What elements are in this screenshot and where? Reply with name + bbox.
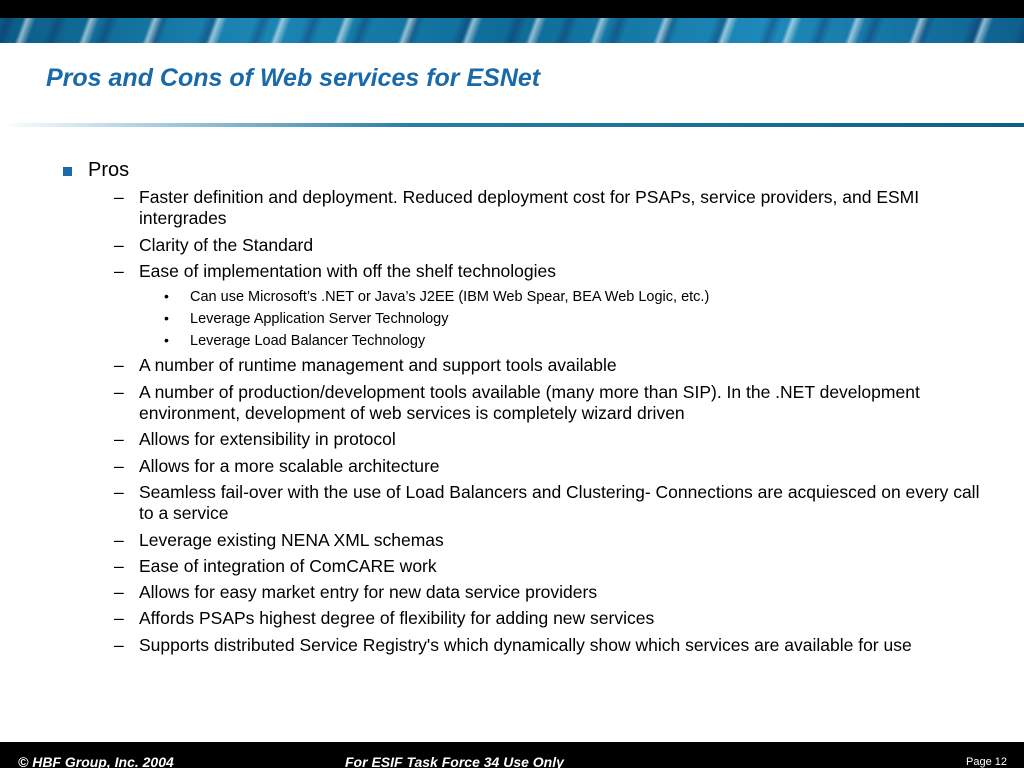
dash-bullet-icon: –	[114, 429, 124, 449]
section-heading-pros: Pros	[88, 159, 130, 181]
dash-bullet-icon: –	[114, 635, 124, 655]
list-item-text: Ease of integration of ComCARE work	[139, 556, 437, 576]
dash-bullet-icon: –	[114, 187, 124, 207]
list-item-text: Supports distributed Service Registry's which dynamically show which services are available for use	[139, 635, 912, 655]
list-item-text: Allows for a more scalable architecture	[139, 456, 440, 476]
dash-bullet-icon: –	[114, 556, 124, 576]
dash-bullet-icon: –	[114, 382, 124, 402]
square-bullet-icon	[63, 167, 72, 176]
dash-bullet-icon: –	[114, 482, 124, 502]
sub-list-item-text: Can use Microsoft’s .NET or Java’s J2EE (IBM Web Spear, BEA Web Logic, etc.)	[190, 289, 710, 305]
footer-notice: For ESIF Task Force 34 Use Only	[345, 754, 564, 770]
list-item-text: A number of runtime management and support tools available	[139, 355, 617, 375]
sub-list-item-text: Leverage Load Balancer Technology	[190, 333, 426, 349]
list-item-text: Allows for extensibility in protocol	[139, 429, 396, 449]
dash-bullet-icon: –	[114, 355, 124, 375]
list-item-text: Faster definition and deployment. Reduced deployment cost for PSAPs, service providers, and ESMI intergrades	[139, 187, 920, 228]
list-item-text: A number of production/development tools available (many more than SIP). In the .NET development environment, development of web services is completely wizard driven	[139, 382, 920, 423]
dash-bullet-icon: –	[114, 456, 124, 476]
dot-bullet-icon: •	[164, 310, 169, 326]
footer-bar	[0, 742, 1024, 768]
list-item-text: Affords PSAPs highest degree of flexibility for adding new services	[139, 608, 655, 628]
dash-bullet-icon: –	[114, 261, 124, 281]
sub-list-item-text: Leverage Application Server Technology	[190, 311, 449, 327]
dash-bullet-icon: –	[114, 608, 124, 628]
dot-bullet-icon: •	[164, 288, 169, 304]
list-item-text: Seamless fail-over with the use of Load Balancers and Clustering- Connections are acquiesced on every call to a service	[139, 482, 980, 523]
list-item-text: Ease of implementation with off the shelf technologies	[139, 261, 557, 281]
dash-bullet-icon: –	[114, 530, 124, 550]
footer-page-number: Page 12	[966, 756, 1007, 768]
list-item-text: Leverage existing NENA XML schemas	[139, 530, 444, 550]
dash-bullet-icon: –	[114, 582, 124, 602]
list-item-text: Clarity of the Standard	[139, 235, 314, 255]
dash-bullet-icon: –	[114, 235, 124, 255]
slide-title: Pros and Cons of Web services for ESNet	[46, 64, 541, 92]
list-item-text: Allows for easy market entry for new data service providers	[139, 582, 598, 602]
dot-bullet-icon: •	[164, 332, 169, 348]
footer-copyright: © HBF Group, Inc. 2004	[18, 754, 174, 770]
